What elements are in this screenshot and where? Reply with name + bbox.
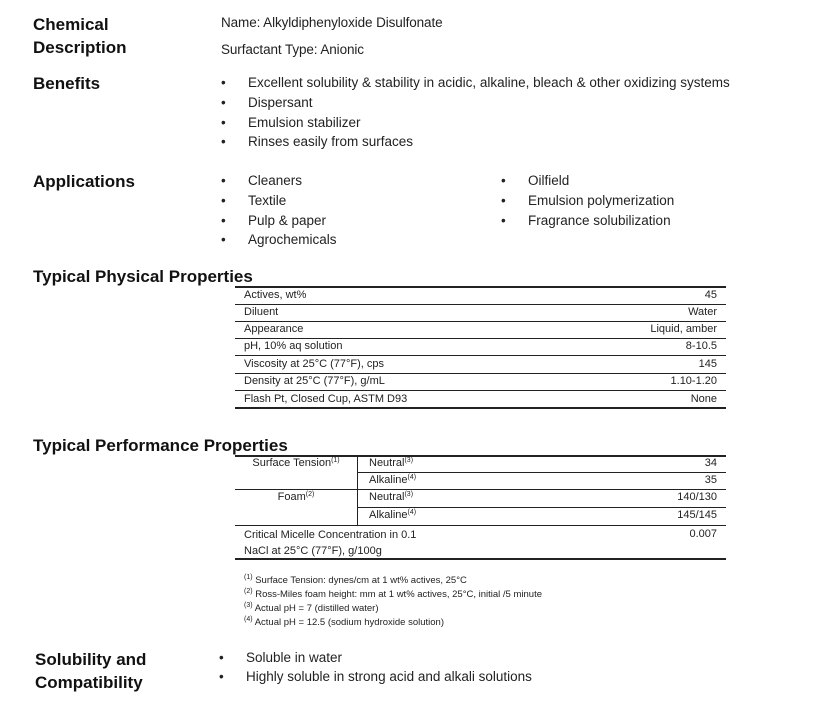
cmc-value: 0.007	[689, 528, 717, 540]
bullet-icon: •	[221, 193, 226, 208]
bullet-icon: •	[501, 213, 506, 228]
table-rule	[357, 472, 726, 473]
table-row: pH, 10% aq solution 8-10.5	[244, 340, 717, 352]
chemical-name: Name: Alkyldiphenyloxide Disulfonate	[221, 15, 443, 30]
foam-label: Foam$^{(2)}$	[277, 491, 315, 503]
table-rule	[235, 525, 726, 526]
footnote: $^{(4)}$ Actual pH = 12.5 (sodium hydroxide solution)	[244, 616, 444, 628]
table-row: Appearance Liquid, amber	[244, 323, 717, 335]
footnote: $^{(1)}$ Surface Tension: dynes/cm at 1 wt% actives, 25°C	[244, 574, 467, 586]
applications-heading: Applications	[33, 172, 136, 191]
table-cell-value: 145/145	[677, 509, 717, 521]
bullet-icon: •	[219, 650, 224, 665]
surface-tension-label: Surface Tension$^{(1)}$	[252, 457, 340, 469]
table-row: Flash Pt, Closed Cup, ASTM D93 None	[244, 393, 717, 405]
performance-properties-heading: Typical Performance Properties	[33, 436, 288, 455]
bullet-icon: •	[501, 193, 506, 208]
bullet-icon: •	[221, 232, 226, 247]
table-row: Neutral$^{(3)}$	[369, 491, 414, 503]
table-row: Density at 25°C (77°F), g/mL 1.10-1.20	[244, 375, 717, 387]
footnote: $^{(2)}$ Ross-Miles foam height: mm at 1 wt% actives, 25°C, initial /5 minute	[244, 588, 542, 600]
table-rule	[357, 507, 726, 508]
bullet-icon: •	[221, 115, 226, 130]
bullet-icon: •	[219, 669, 224, 684]
bullet-icon: •	[221, 95, 226, 110]
table-cell-value: 140/130	[677, 491, 717, 503]
table-row: Alkaline$^{(4)}$	[369, 474, 417, 486]
table-rule	[235, 407, 726, 409]
table-row: Diluent Water	[244, 306, 717, 318]
cmc-label: Critical Micelle Concentration in 0.1 NaCl at 25°C (77°F), g/100g	[244, 529, 417, 557]
table-rule	[235, 558, 726, 560]
chemical-description-heading	[33, 13, 127, 59]
table-cell-value: 35	[704, 474, 717, 486]
surfactant-type: Surfactant Type: Anionic	[221, 42, 364, 57]
bullet-icon: •	[501, 173, 506, 188]
table-row: Neutral$^{(3)}$	[369, 457, 414, 469]
benefits-heading: Benefits	[33, 74, 101, 93]
solubility-heading-line2: Compatibility	[35, 673, 143, 692]
physical-properties-heading: Typical Physical Properties	[33, 267, 253, 286]
bullet-icon: •	[221, 213, 226, 228]
bullet-icon: •	[221, 134, 226, 149]
physical-properties-table	[235, 286, 726, 409]
table-row: Actives, wt% 45	[244, 289, 717, 301]
table-row: Alkaline$^{(4)}$	[369, 509, 417, 521]
footnote: $^{(3)}$ Actual pH = 7 (distilled water)	[244, 602, 379, 614]
table-cell-value: 34	[704, 457, 717, 469]
bullet-icon: •	[221, 173, 226, 188]
bullet-icon: •	[221, 75, 226, 90]
table-row: Viscosity at 25°C (77°F), cps 145	[244, 358, 717, 370]
table-column-divider	[357, 455, 358, 525]
chemical-description-heading-line1: Chemical	[33, 15, 109, 34]
performance-properties-table	[235, 455, 726, 559]
solubility-heading	[35, 648, 146, 694]
solubility-heading-line1: Solubility and	[35, 650, 147, 669]
table-rule	[235, 489, 726, 490]
chemical-description-heading-line2: Description	[33, 38, 127, 57]
